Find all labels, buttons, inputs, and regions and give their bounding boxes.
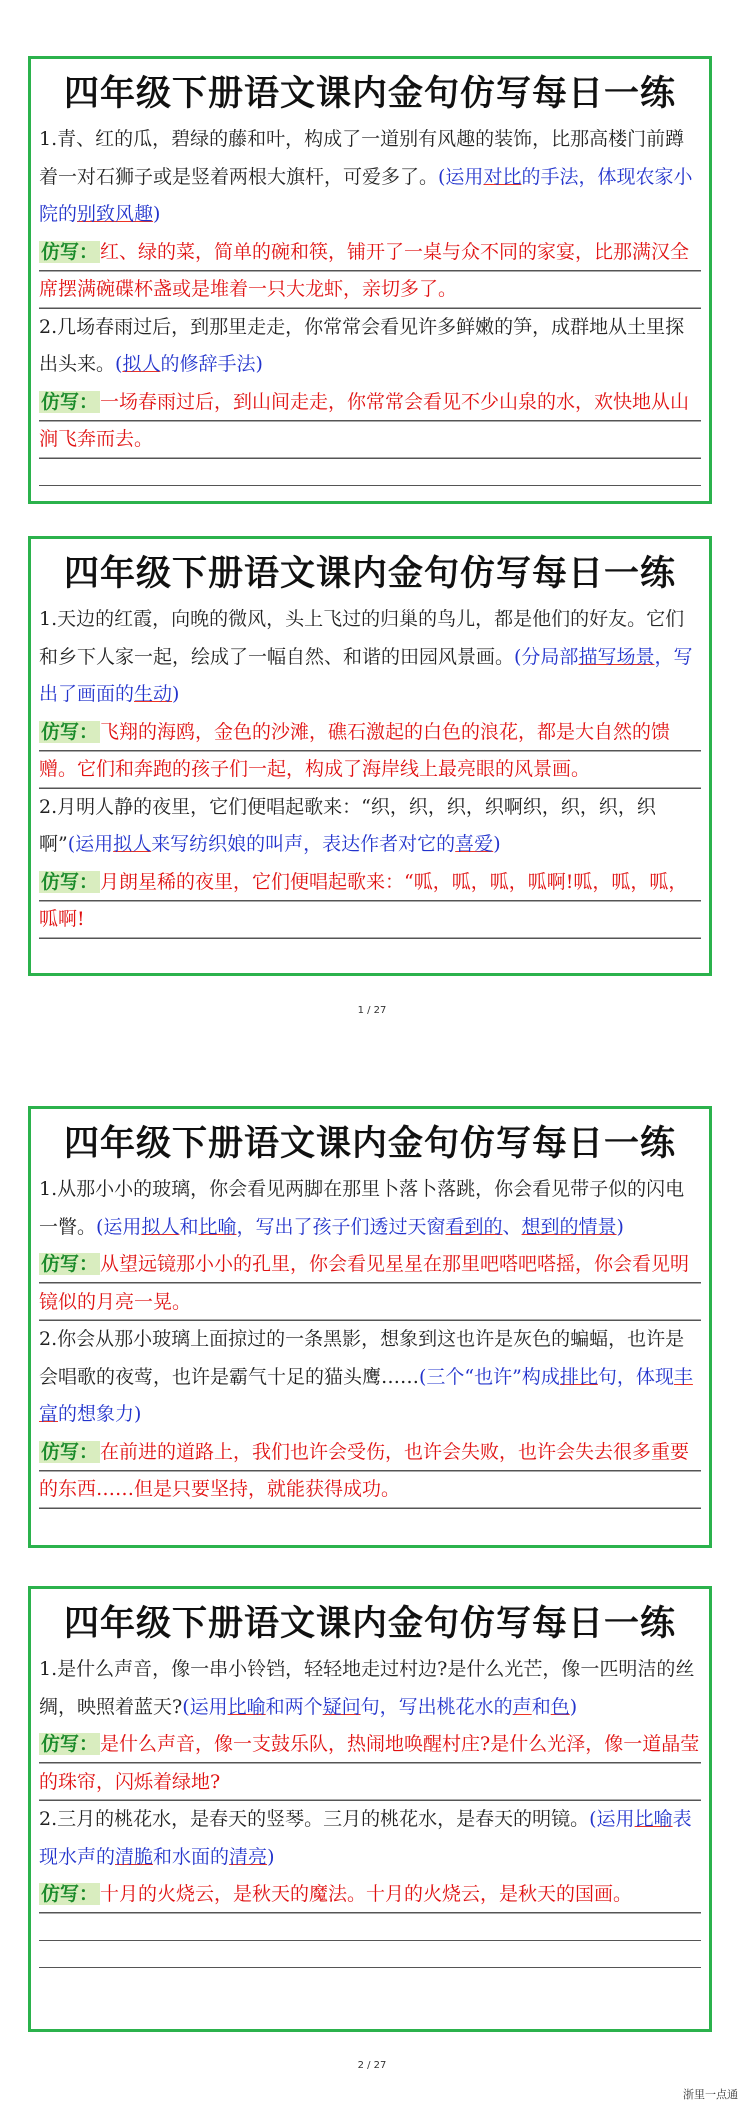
note-text: (运用 xyxy=(67,833,114,855)
note-keyword: 看到的 xyxy=(445,1215,503,1238)
original-sentence: 2.三月的桃花水，是春天的竖琴。三月的桃花水，是春天的明镜。(运用比喻表现水声的清脆和水面的清亮) xyxy=(39,1808,692,1868)
note-keyword: 疑问 xyxy=(322,1695,361,1718)
note-text: (运用 xyxy=(96,1215,142,1238)
imitation-sentence: 仿写： 从望远镜那小小的孔里，你会看见星星在那里吧嗒吧嗒摇，你会看见明镜似的月亮一晃。 xyxy=(39,1246,701,1321)
note-text: ) xyxy=(493,833,501,855)
note-keyword: 丰富 xyxy=(39,1365,693,1425)
analysis-note xyxy=(96,1216,624,1238)
item-2 xyxy=(39,1321,701,1509)
note-keyword: 喜爱 xyxy=(455,833,494,855)
note-text: (三个“也许”构成 xyxy=(419,1365,560,1388)
note-keyword: 比喻 xyxy=(634,1808,673,1830)
note-keyword: 清脆 xyxy=(115,1845,154,1868)
imitation-label: 仿写： xyxy=(41,1440,99,1463)
imitation-label: 仿写： xyxy=(41,1883,99,1905)
note-text: 表现水声的 xyxy=(39,1808,692,1868)
exercise-card-1 xyxy=(28,56,712,504)
note-keyword: 色 xyxy=(550,1695,570,1718)
exercise-card-2 xyxy=(28,536,712,976)
exercise-card-4 xyxy=(28,1586,712,2032)
imitation-sentence: 仿写： 一场春雨过后，到山间走走，你常常会看见不少山泉的水，欢快地从山涧飞奔而去。 xyxy=(39,384,701,459)
original-sentence: 1.青、红的瓜，碧绿的藤和叶，构成了一道别有风趣的装饰，比那高楼门前蹲着一对石狮子或是竖着两根大旗杆，可爱多了。(运用对比的手法，体现农家小院的别致风趣) xyxy=(39,128,693,225)
exercise-card-3 xyxy=(28,1106,712,1548)
note-text: (运用 xyxy=(182,1695,228,1718)
note-text: 句，写出桃花水的 xyxy=(360,1695,513,1718)
card-title: 四年级下册语文课内金句仿写每日一练 xyxy=(63,554,676,594)
page-number: 2 / 27 xyxy=(357,2060,387,2071)
original-sentence: 1.从那小小的玻璃，你会看见两脚在那里卜落卜落跳，你会看见带子似的闪电一瞥。(运用拟人和比喻，写出了孩子们透过天窗看到的、想到的情景) xyxy=(39,1178,685,1238)
original-sentence: 2.你会从那小玻璃上面掠过的一条黑影，想象到这也许是灰色的蝙蝠，也许是会唱歌的夜莺，也许是霸气十足的猫头鹰……(三个“也许”构成排比句，体现丰富的想象力) xyxy=(39,1328,693,1425)
imitation-label: 仿写： xyxy=(41,1253,99,1275)
item-1 xyxy=(39,1651,701,1801)
note-text: (运用 xyxy=(589,1808,635,1830)
imitation-sentence: 仿写： 月朗星稀的夜里，它们便唱起歌来：“呱，呱，呱，呱啊!呱，呱，呱，呱啊! xyxy=(39,864,701,939)
note-text: 句，体现 xyxy=(597,1365,674,1388)
blank-writing-line xyxy=(39,1941,701,1968)
analysis-note xyxy=(68,833,501,855)
note-text: ) xyxy=(267,1845,275,1868)
note-keyword: 生动 xyxy=(134,683,173,705)
imitation-sentence: 仿写： 是什么声音，像一支鼓乐队，热闹地唤醒村庄?是什么光泽，像一道晶莹的珠帘，闪烁着绿地? xyxy=(39,1726,701,1801)
note-text: 和水面的 xyxy=(153,1845,230,1868)
imitation-sentence: 仿写： 十月的火烧云，是秋天的魔法。十月的火烧云，是秋天的国画。 xyxy=(39,1876,701,1914)
note-text: ，写出了画面的 xyxy=(39,645,693,705)
page-number: 1 / 27 xyxy=(357,1005,387,1016)
card-title: 四年级下册语文课内金句仿写每日一练 xyxy=(63,1124,676,1164)
note-keyword: 拟人 xyxy=(113,833,152,855)
note-text: ) xyxy=(616,1215,624,1238)
original-sentence: 2.月明人静的夜里，它们便唱起歌来：“织，织，织，织啊织，织，织，织啊”(运用拟人来写纺织娘的叫声，表达作者对它的喜爱) xyxy=(39,795,656,855)
analysis-note xyxy=(182,1696,577,1718)
original-sentence: 1.天边的红霞，向晚的微风，头上飞过的归巢的鸟儿，都是他们的好友。它们和乡下人家一起，绘成了一幅自然、和谐的田园风景画。(分局部描写场景，写出了画面的生动) xyxy=(39,608,693,705)
note-keyword: 想到的情景 xyxy=(521,1215,617,1238)
imitation-label: 仿写： xyxy=(41,870,99,893)
imitation-sentence: 仿写： 红、绿的菜，简单的碗和筷，铺开了一桌与众不同的家宴，比那满汉全席摆满碗碟杯盏或是堆着一只大龙虾，亲切多了。 xyxy=(39,234,701,309)
analysis-note xyxy=(115,353,263,375)
item-2 xyxy=(39,789,701,939)
card-title: 四年级下册语文课内金句仿写每日一练 xyxy=(63,1604,676,1644)
note-text: 的手法，体现农家小院的 xyxy=(39,165,693,225)
note-text: ，写出了孩子们透过天窗 xyxy=(236,1215,446,1238)
item-2 xyxy=(39,1801,701,1914)
note-keyword: 声 xyxy=(512,1695,532,1718)
note-keyword: 拟人 xyxy=(141,1215,180,1238)
imitation-label: 仿写： xyxy=(41,720,99,743)
imitation-sentence: 仿写： 飞翔的海鸥，金色的沙滩，礁石激起的白色的浪花，都是大自然的馈赠。它们和奔跑的孩子们一起，构成了海岸线上最亮眼的风景画。 xyxy=(39,714,701,789)
card-title: 四年级下册语文课内金句仿写每日一练 xyxy=(63,74,676,114)
note-keyword: 别致风趣 xyxy=(77,203,154,225)
imitation-sentence: 仿写： 在前进的道路上，我们也许会受伤，也许会失败，也许会失去很多重要的东西……但是只要坚持，就能获得成功。 xyxy=(39,1434,701,1509)
note-keyword: 比喻 xyxy=(227,1695,266,1718)
blank-writing-line xyxy=(39,459,701,486)
imitation-label: 仿写： xyxy=(41,390,99,413)
note-text: 和 xyxy=(179,1215,199,1238)
note-text: 和 xyxy=(531,1695,551,1718)
blank-writing-line xyxy=(39,1914,701,1941)
note-text: ) xyxy=(172,683,180,705)
item-1 xyxy=(39,601,701,789)
note-keyword: 排比 xyxy=(559,1365,598,1388)
note-keyword: 对比 xyxy=(483,165,522,188)
note-text: ) xyxy=(569,1695,578,1718)
note-text: ( xyxy=(115,353,123,375)
note-text: (分局部 xyxy=(514,645,579,668)
item-1 xyxy=(39,121,701,309)
item-2 xyxy=(39,309,701,459)
note-text: 的想象力) xyxy=(58,1403,142,1425)
note-keyword: 比喻 xyxy=(198,1215,237,1238)
note-text: 和两个 xyxy=(265,1695,323,1718)
note-text: (运用 xyxy=(438,165,484,188)
imitation-label: 仿写： xyxy=(41,1733,99,1755)
item-1 xyxy=(39,1171,701,1321)
note-keyword: 描写场景 xyxy=(578,645,655,668)
original-sentence: 1.是什么声音，像一串小铃铛，轻轻地走过村边?是什么光芒，像一匹明洁的丝绸，映照着蓝天?(运用比喻和两个疑问句，写出桃花水的声和色) xyxy=(39,1658,695,1718)
note-text: ) xyxy=(153,203,161,225)
watermark: 浙里一点通 xyxy=(683,2088,738,2101)
note-text: 、 xyxy=(502,1215,522,1238)
note-text: 来写纺织娘的叫声，表达作者对它的 xyxy=(151,833,456,855)
original-sentence: 2.几场春雨过后，到那里走走，你常常会看见许多鲜嫩的笋，成群地从土里探出头来。(拟人的修辞手法) xyxy=(39,315,685,375)
note-keyword: 拟人 xyxy=(122,353,161,375)
note-keyword: 清亮 xyxy=(229,1845,268,1868)
note-text: 的修辞手法) xyxy=(160,353,263,375)
imitation-label: 仿写： xyxy=(41,240,99,263)
